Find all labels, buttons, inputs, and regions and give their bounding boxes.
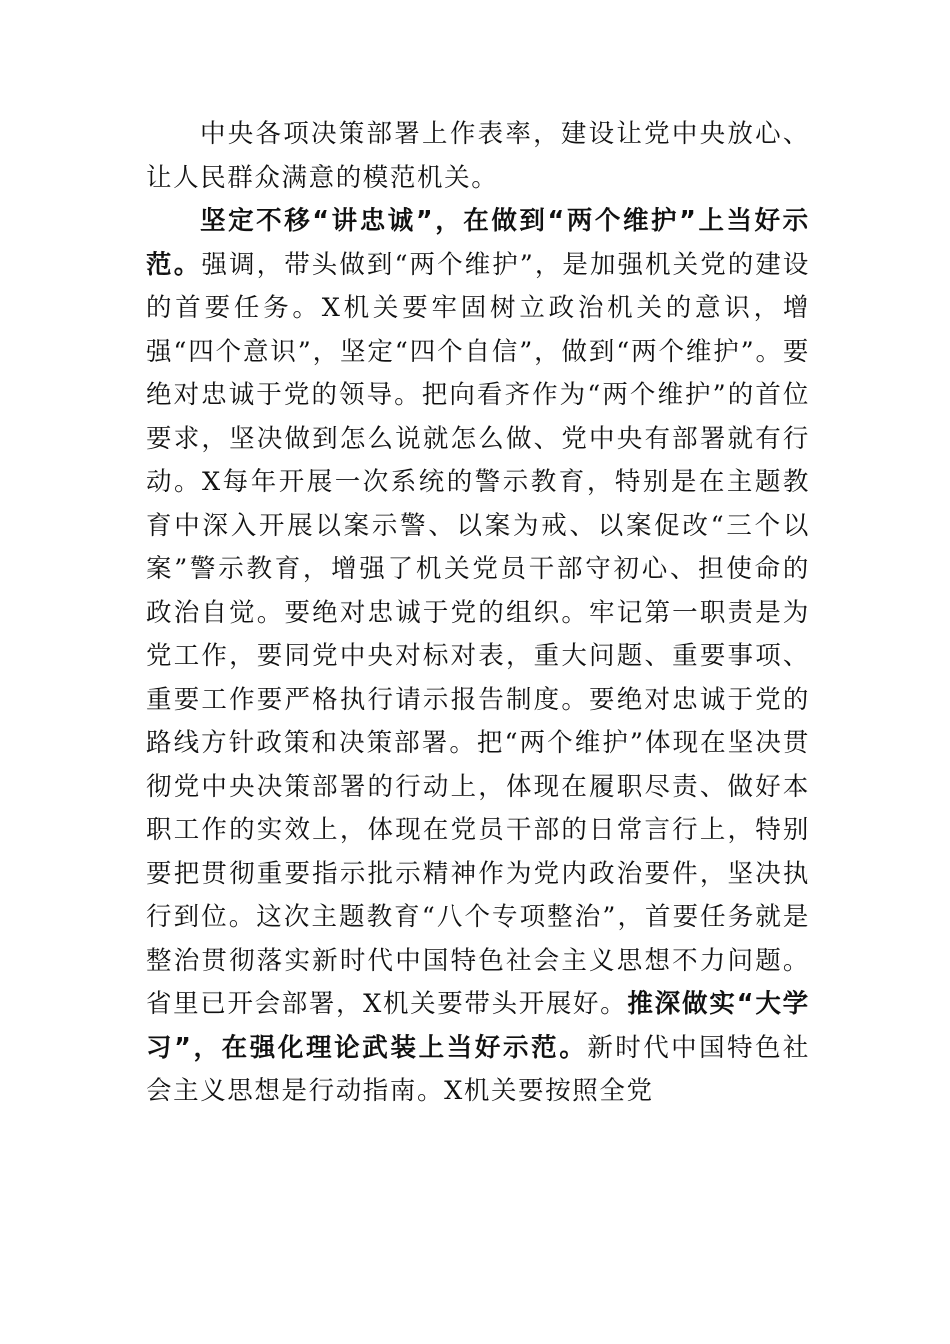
paragraph-study-text: 新时代中国特色社会主义思想是行动指南。X机关要按照全党 xyxy=(146,1032,810,1106)
section-heading-loyalty: 坚定不移“讲忠诚”，在做到“两个维护”上当好示范。 xyxy=(146,206,810,280)
document-body xyxy=(146,113,810,1114)
section-heading-study: 推深做实“大学习”，在强化理论武装上当好示范。 xyxy=(146,989,810,1063)
paragraph-intro xyxy=(146,113,810,200)
paragraph-loyalty-text: 强调，带头做到“两个维护”，是加强机关党的建设的首要任务。X机关要牢固树立政治机关的意识，增强“四个意识”，坚定“四个自信”，做到“两个维护”。要绝对忠诚于党的领导。把向看齐作为“两个维护”的首位要求，坚决做到怎么说就怎么做、党中央有部署就有行动。X每年开展一次系统的警示教育，特别是在主题教育中深入开展以案示警、以案为戒、以案促改“三个以案”警示教育，增强了机关党员干部守初心、担使命的政治自觉。要绝对忠诚于党的组织。牢记第一职责是为党工作，要同党中央对标对表，重大问题、重要事项、重要工作要严格执行请示报告制度。要绝对忠诚于党的路线方针政策和决策部署。把“两个维护”体现在坚决贯彻党中央决策部署的行动上，体现在履职尽责、做好本职工作的实效上，体现在党员干部的日常言行上，特别要把贯彻重要指示批示精神作为党内政治要件，坚决执行到位。这次主题教育“八个专项整治”，首要任务就是整治贯彻落实新时代中国特色社会主义思想不力问题。省里已开会部署，X机关要带头开展好。 xyxy=(146,249,811,1019)
paragraph-intro-text: 中央各项决策部署上作表率，建设让党中央放心、让人民群众满意的模范机关。 xyxy=(146,119,810,193)
paragraph-loyalty xyxy=(146,200,810,1114)
